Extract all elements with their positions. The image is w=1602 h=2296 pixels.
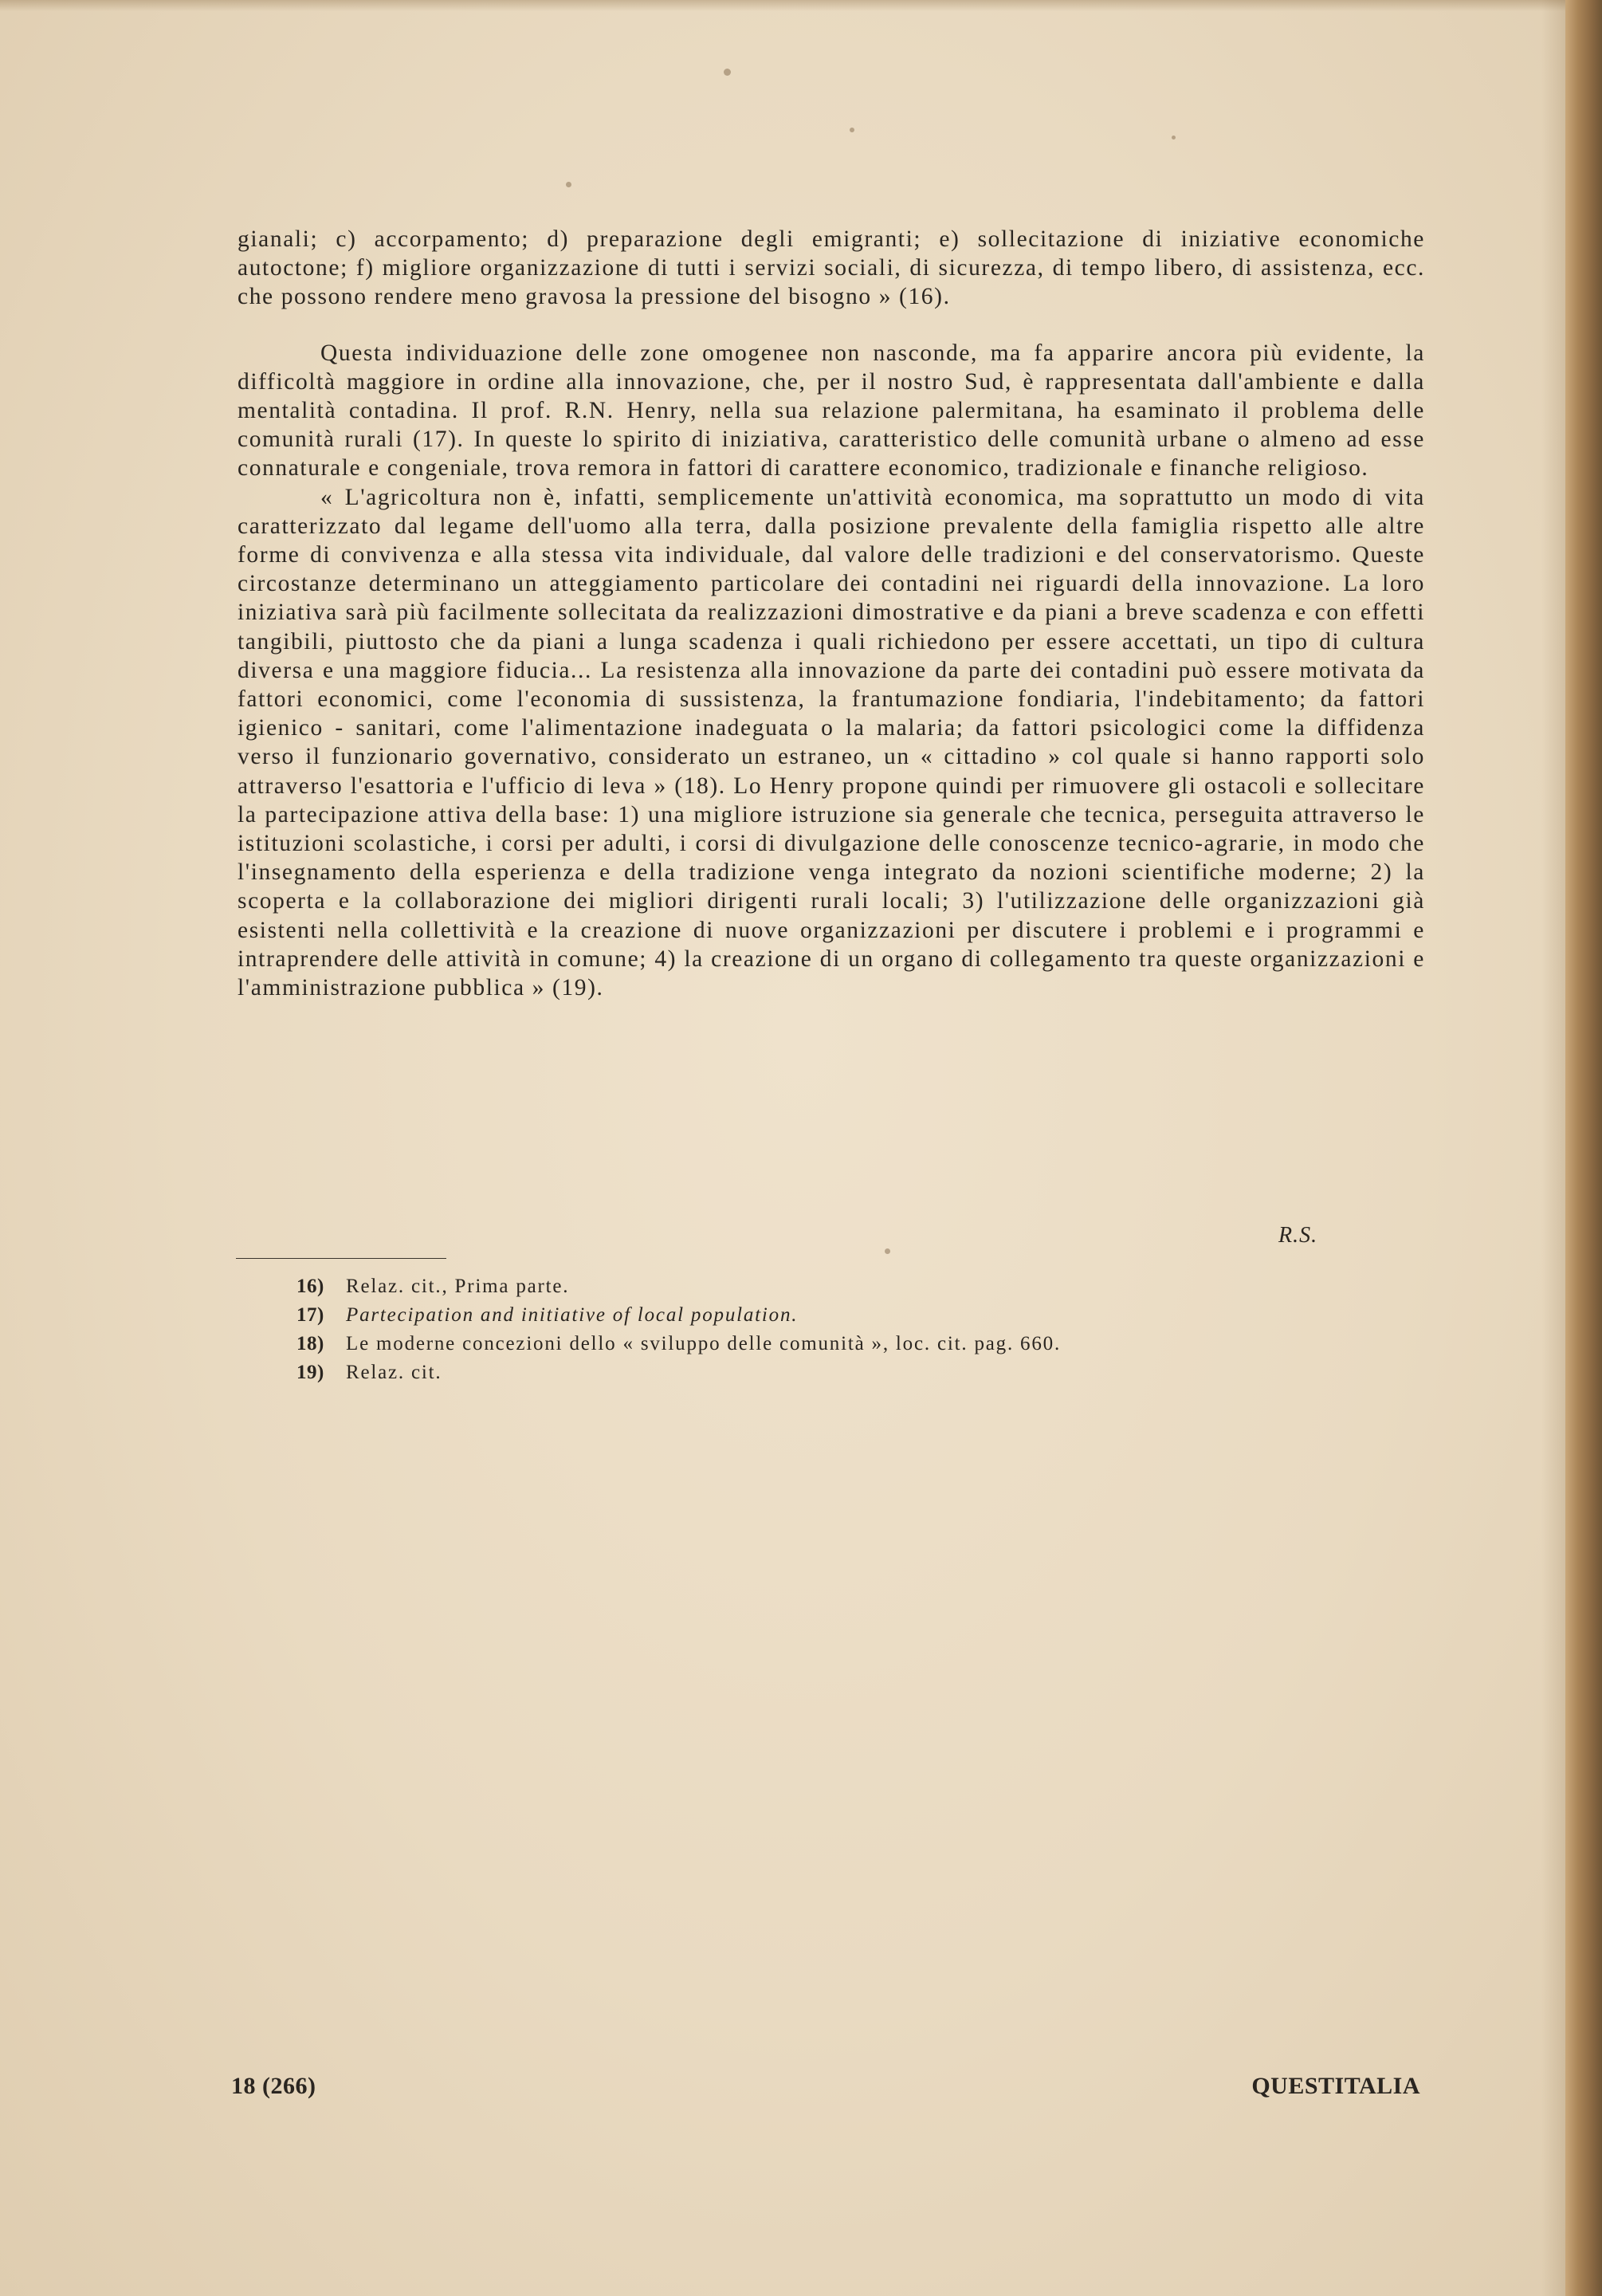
footnotes: [296, 1272, 1396, 1387]
footnote-number: 16): [296, 1276, 324, 1297]
page-number: 18 (266): [231, 2073, 316, 2099]
scan-speck: [724, 69, 731, 76]
footnote-18: [296, 1330, 1396, 1358]
footnote-number: 18): [296, 1333, 324, 1354]
footnote-number: 17): [296, 1304, 324, 1326]
scan-speck: [566, 182, 571, 187]
article-body: [238, 225, 1425, 1002]
paragraph-continuation: gianali; c) accorpamento; d) preparazione degli emigranti; e) sollecitazione di iniziative economiche autoctone; f) migliore organizzazione di tutti i servizi sociali, di sicurezza, di tempo libero, di assistenza, ecc. che possono rendere meno gravosa la pressione del bisogno » (16).: [238, 226, 1425, 310]
footnote-number: 19): [296, 1362, 324, 1383]
scan-speck: [885, 1248, 890, 1254]
paragraph-henry-quote: « L'agricoltura non è, infatti, semplicemente un'attività economica, ma soprattutto un modo di vita caratterizzato dal legame dell'uomo alla terra, dalla posizione prevalente della famiglia rispetto alle altre forme di convivenza e alla stessa vita individuale, dal valore delle tradizioni e del conservatorismo. Queste circostanze determinano un atteggiamento particolare dei contadini nei riguardi della innovazione. La loro iniziativa sarà più facilmente sollecitata da realizzazioni dimostrative e da piani a breve scadenza e con effetti tangibili, piuttosto che da piani a lunga scadenza i quali richiedono per essere accettati, un tipo di cultura diversa e una maggiore fiducia... La resistenza alla innovazione da parte dei contadini può essere motivata da fattori economici, come l'economia di sussistenza, la frantumazione fondiaria, l'indebitamento; da fattori igienico - sanitari, come l'alimentazione inadeguata o la malaria; da fattori psicologici come la diffidenza verso il funzionario governativo, considerato un estraneo, un « cittadino » col quale si hanno rapporti solo attraverso l'esattoria e l'ufficio di leva » (18). Lo Henry propone quindi per rimuovere gli ostacoli e sollecitare la partecipazione attiva della base: 1) una migliore istruzione sia generale che tecnica, perseguita attraverso le istituzioni scolastiche, i corsi per adulti, i corsi di divulgazione delle conoscenze tecnico-agrarie, in modo che l'insegnamento della esperienza e della tradizione venga integrato da nozioni scientifiche moderne; 2) la scoperta e la collaborazione dei migliori dirigenti rurali locali; 3) l'utilizzazione delle organizzazioni già esistenti nella collettività e la creazione di nuove organizzazioni per discutere i problemi e i programmi e intraprendere delle attività in comune; 4) la creazione di un organo di collegamento tra queste organizzazioni e l'amministrazione pubblica » (19).: [238, 484, 1425, 1001]
footnote-16: [296, 1272, 1396, 1301]
footnote-19: [296, 1358, 1396, 1387]
scan-speck: [1172, 136, 1176, 140]
author-initials: R.S.: [1278, 1223, 1318, 1248]
scan-speck: [850, 128, 854, 132]
footnote-17: [296, 1301, 1396, 1330]
footnote-text: Le moderne concezioni dello « sviluppo delle comunità », loc. cit. pag. 660.: [346, 1333, 1062, 1354]
footnote-text: Partecipation and initiative of local population.: [346, 1304, 799, 1326]
page-top-edge: [0, 0, 1602, 11]
footnote-text: Relaz. cit., Prima parte.: [346, 1276, 570, 1297]
footnote-text: Relaz. cit.: [346, 1362, 442, 1383]
footnote-separator: [236, 1258, 446, 1259]
paragraph-zone-omogenee: Questa individuazione delle zone omogenee non nasconde, ma fa apparire ancora più evidente, la difficoltà maggiore in ordine alla innovazione, che, per il nostro Sud, è rappresentata dall'ambiente e dalla mentalità contadina. Il prof. R.N. Henry, nella sua relazione palermitana, ha esaminato il problema delle comunità rurali (17). In queste lo spirito di iniziativa, caratteristico delle comunità urbane o almeno ad esse connaturale e congeniale, trova remora in fattori di carattere economico, tradizionale e finanche religioso.: [238, 340, 1425, 482]
page-gutter-shadow: [1541, 0, 1565, 2296]
page-spine-edge: [1565, 0, 1602, 2296]
journal-title: QUESTITALIA: [1251, 2073, 1420, 2099]
